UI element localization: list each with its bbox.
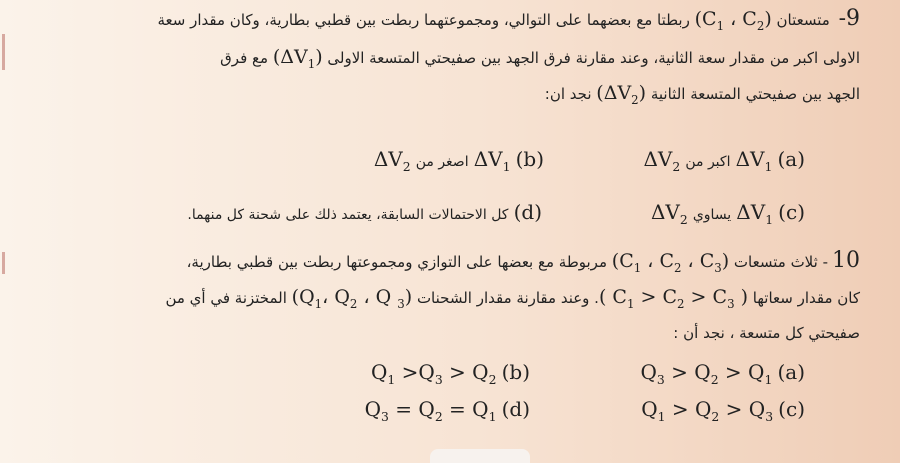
q9-option-d[interactable]: (d) كل الاحتمالات السابقة، يعتمد ذلك على شحنة كل منهما. (187, 200, 542, 224)
q9-line-3: الجهد بين صفيحتي المتسعة الثانية $(\Delta V_2)$ نجد ان: (544, 82, 860, 107)
q10-capacitors: ($C_1$ ، $C_2$ ، $C_3$) (611, 250, 730, 275)
q9-dv1: $(\Delta V_1)$ (272, 46, 323, 71)
q10-line-2: كان مقدار سعاتها ( $C_1 > C_2 > C_3$ ). وعند مقارنة مقدار الشحنات ($Q_1،$ $Q_2$ ، Q $_3$) المختزنة في أي من (165, 286, 860, 311)
q10-line-1: 10- ثلاث متسعات ($C_1$ ، $C_2$ ، $C_3$) مربوطة مع بعضها على التوازي ومجموعتها ربطت بين قطبي بطارية، (186, 248, 860, 275)
q10-option-b[interactable]: (b) $Q_1 >Q_3 > Q_2$ (371, 360, 530, 387)
left-edge-mark (2, 34, 5, 70)
q9-line-2: الاولى اكبر من مقدار سعة الثانية، وعند مقارنة فرق الجهد بين صفيحتي المتسعة الاولى $(\Delta V_1)$ مع فرق (220, 46, 860, 71)
q10-number: 10 (832, 248, 860, 273)
q9-capacitors: ($C_1$ ، $C_2$) (694, 8, 772, 33)
q9-line-1: 9- متسعتان ($C_1$ ، $C_2$) ربطتا مع بعضهما على التوالي، ومجموعتهما ربطت بين قطبي بطارية، وكان مقدار سعة (157, 6, 860, 33)
q9-option-b[interactable]: (b) $\Delta V_1$ اصغر من $\Delta V_2$ (373, 147, 544, 174)
q10-option-d[interactable]: (d) $Q_3 = Q_2 = Q_1$ (364, 397, 530, 424)
left-edge-mark (2, 252, 5, 274)
q10-charges: ($Q_1،$ $Q_2$ ، Q $_3$) (291, 286, 413, 311)
q9-option-c[interactable]: (c) $\Delta V_1$ يساوي $\Delta V_2$ (650, 200, 805, 227)
bottom-tab (430, 449, 530, 463)
q9-dv2: $(\Delta V_2)$ (596, 82, 647, 107)
q10-option-c[interactable]: (c) $Q_1 > Q_2 > Q_3$ (641, 397, 805, 424)
q10-option-a[interactable]: (a) $Q_3 > Q_2 > Q_1$ (640, 360, 805, 387)
q9-option-a[interactable]: (a) $\Delta V_1$ اكبر من $\Delta V_2$ (643, 147, 805, 174)
q9-number: 9- (838, 6, 860, 31)
q10-capacitance-order: ( $C_1 > C_2 > C_3$ ) (598, 286, 749, 311)
q10-line-3: صفيحتي كل متسعة ، نجد أن : (673, 324, 860, 342)
